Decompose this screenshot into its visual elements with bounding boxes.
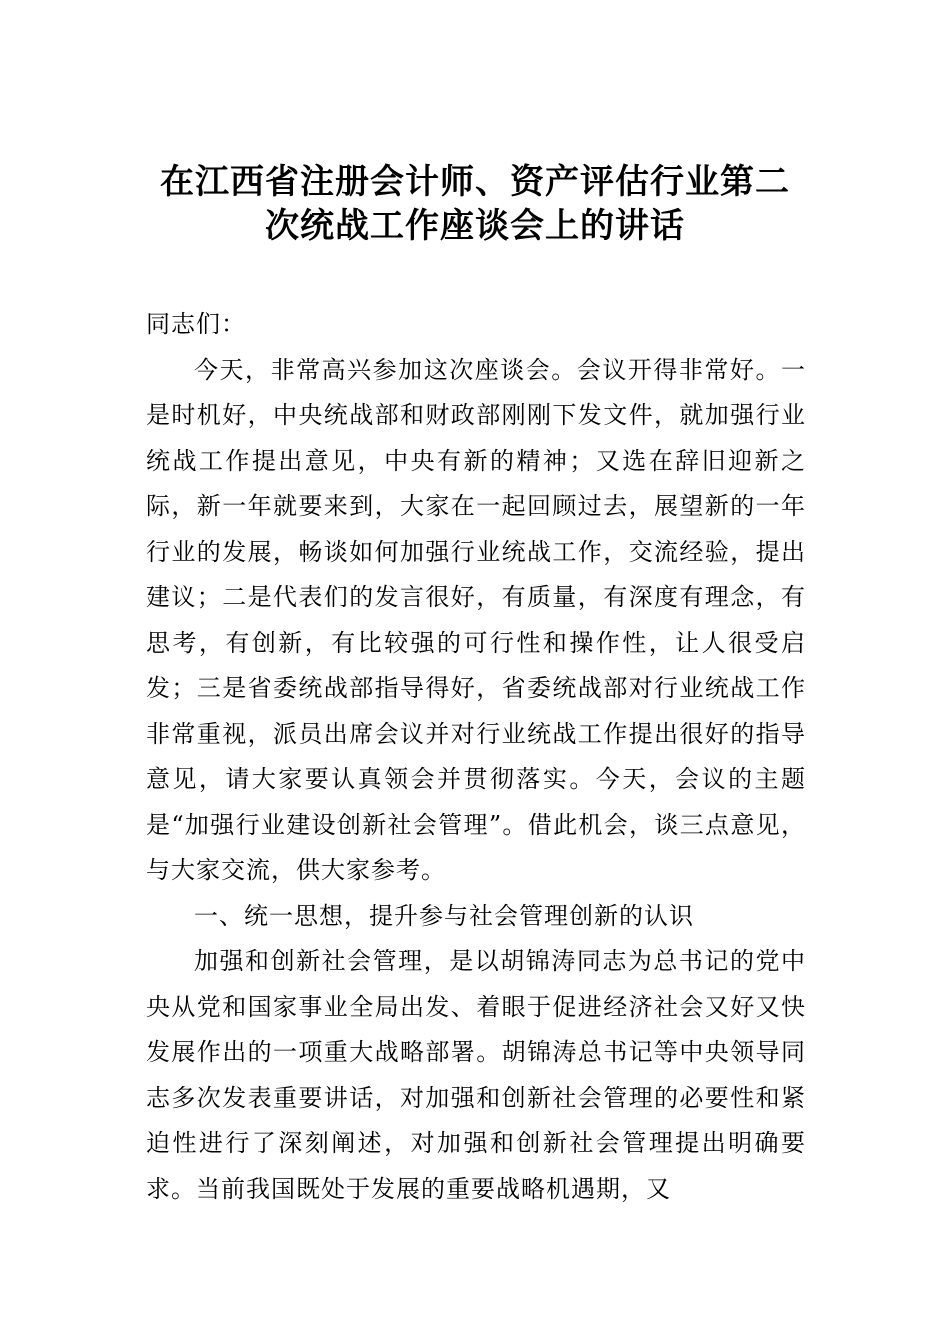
document-title [130,160,820,248]
paragraph-section-1: 加强和创新社会管理，是以胡锦涛同志为总书记的党中央从党和国家事业全局出发、着眼于促进经济社会又好又快发展作出的一项重大战略部署。胡锦涛总书记等中央领导同志多次发表重要讲话，对加强和创新社会管理的必要性和紧迫性进行了深刻阐述，对加强和创新社会管理提出明确要求。当前我国既处于发展的重要战略机遇期，又 [146,947,806,1203]
salutation: 同志们： [146,310,246,338]
paragraph-opening: 今天，非常高兴参加这次座谈会。会议开得非常好。一是时机好，中央统战部和财政部刚刚下发文件，就加强行业统战工作提出意见，中央有新的精神；又选在辞旧迎新之际，新一年就要来到，大家在一起回顾过去，展望新的一年行业的发展，畅谈如何加强行业统战工作，交流经验，提出建议；二是代表们的发言很好，有质量，有深度有理念，有思考，有创新，有比较强的可行性和操作性，让人很受启发；三是省委统战部指导得好，省委统战部对行业统战工作非常重视，派员出席会议并对行业统战工作提出很好的指导意见，请大家要认真领会并贯彻落实。今天，会议的主题是“加强行业建设创新社会管理”。借此机会，谈三点意见，与大家交流，供大家参考。 [146,355,806,884]
section-heading-1: 一、统一思想，提升参与社会管理创新的认识 [194,901,694,930]
title-line-2: 次统战工作座谈会上的讲话 [265,206,685,246]
document-body [146,302,806,1212]
title-line-1: 在江西省注册会计师、资产评估行业第二 [160,162,790,202]
